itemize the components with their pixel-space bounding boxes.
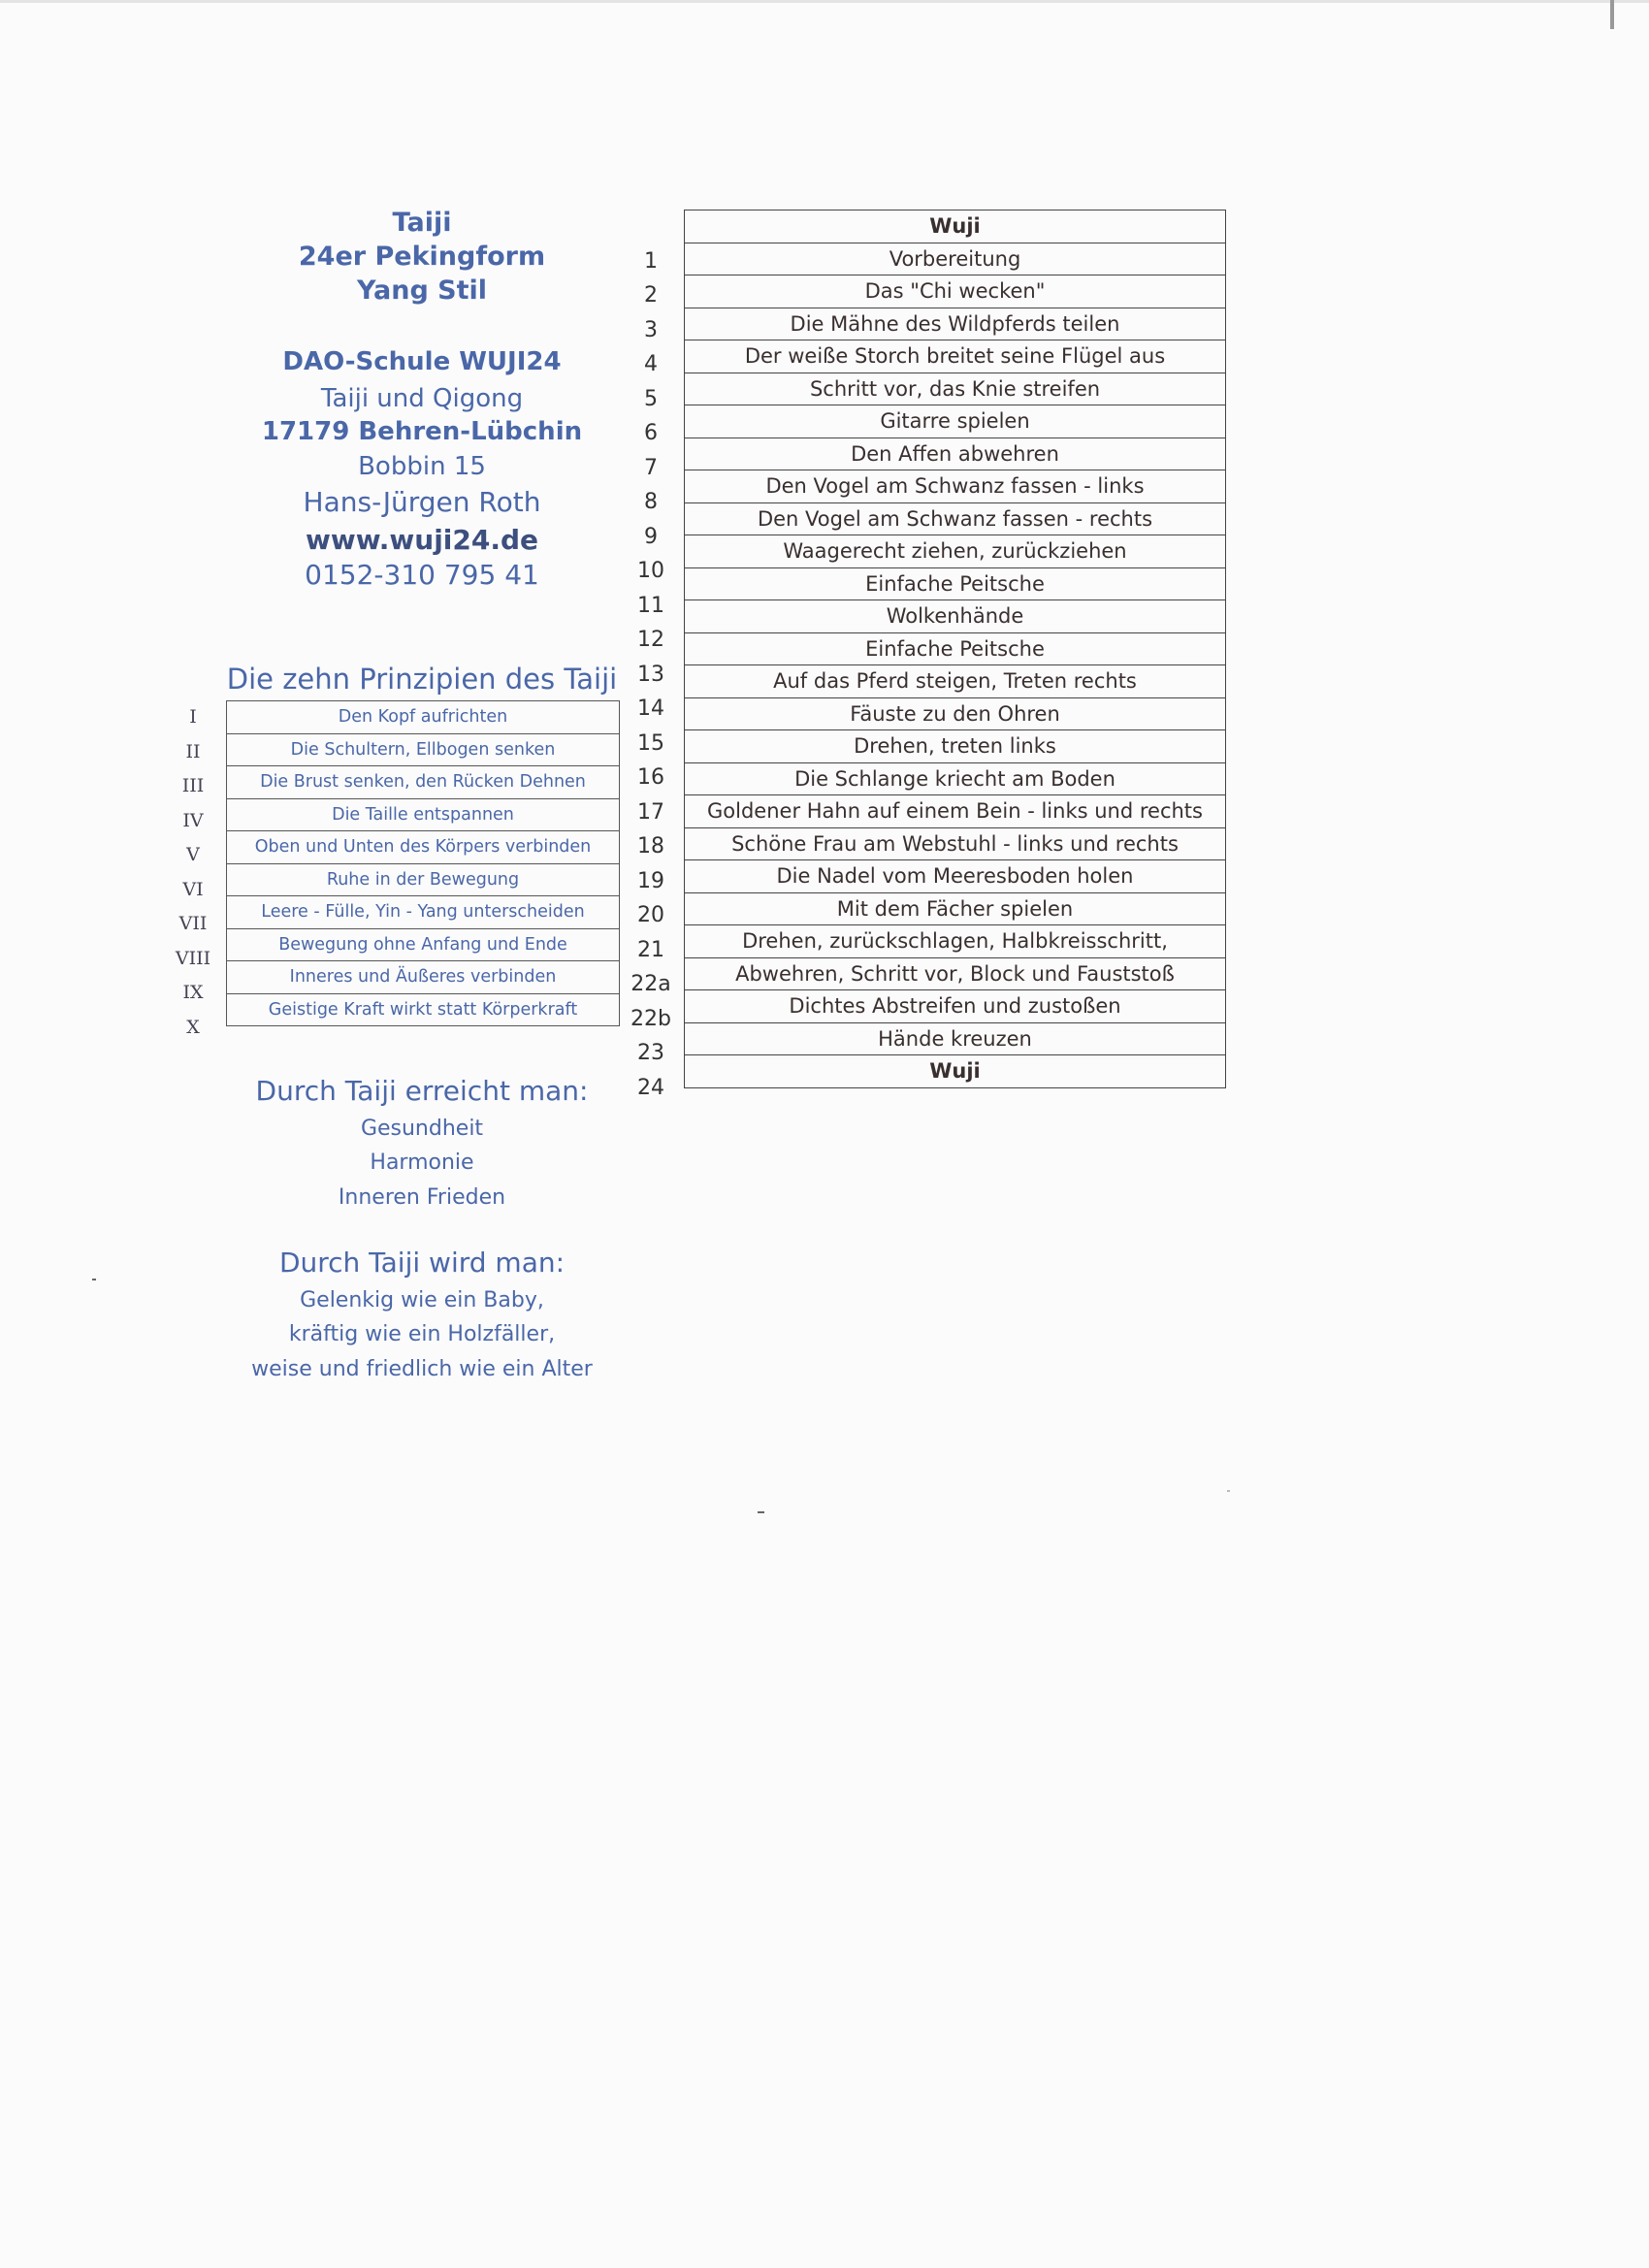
movement-number: 16 — [637, 765, 664, 790]
movement-text: Das "Chi wecken" — [685, 275, 1226, 308]
principle-numeral: VI — [182, 878, 204, 900]
table-row — [227, 863, 620, 896]
principle-text: Die Brust senken, den Rücken Dehnen — [227, 766, 620, 799]
movement-text: Fäuste zu den Ohren — [685, 697, 1226, 730]
table-row — [227, 928, 620, 961]
table-row — [685, 243, 1226, 275]
movement-number: 6 — [644, 421, 658, 445]
movement-text: Dichtes Abstreifen und zustoßen — [685, 990, 1226, 1023]
table-row — [227, 798, 620, 831]
table-row — [227, 733, 620, 766]
table-row — [685, 827, 1226, 860]
movement-number: 5 — [644, 386, 658, 411]
table-row — [685, 567, 1226, 600]
table-row — [685, 405, 1226, 438]
principle-text: Den Kopf aufrichten — [227, 701, 620, 734]
principle-text: Bewegung ohne Anfang und Ende — [227, 928, 620, 961]
principle-text: Geistige Kraft wirkt statt Körperkraft — [227, 993, 620, 1026]
movement-text: Abwehren, Schritt vor, Block und Fauststoß — [685, 957, 1226, 990]
principle-numeral: IX — [182, 982, 204, 1003]
movement-text: Einfache Peitsche — [685, 567, 1226, 600]
title-taiji: Taiji — [392, 208, 452, 238]
table-row — [685, 892, 1226, 925]
movement-text: Auf das Pferd steigen, Treten rechts — [685, 665, 1226, 698]
movement-number: 12 — [637, 628, 664, 652]
principle-numeral: I — [189, 706, 197, 728]
table-row — [685, 632, 1226, 665]
movement-text: Schöne Frau am Webstuhl - links und rechts — [685, 827, 1226, 860]
address-street: Bobbin 15 — [358, 452, 486, 481]
movement-text: Wuji — [685, 1055, 1226, 1088]
becomes-item: Gelenkig wie ein Baby, — [300, 1288, 544, 1312]
principles-numerals — [155, 700, 231, 1045]
principle-text: Inneres und Äußeres verbinden — [227, 961, 620, 994]
movement-text: Einfache Peitsche — [685, 632, 1226, 665]
movement-text: Den Affen abwehren — [685, 437, 1226, 470]
table-row — [227, 766, 620, 799]
table-row — [685, 762, 1226, 795]
movement-number: 1 — [644, 248, 658, 274]
title-form: 24er Pekingform — [298, 242, 546, 272]
school-name: DAO-Schule WUJI24 — [282, 347, 562, 376]
movement-text: Wolkenhände — [685, 600, 1226, 633]
movements-table — [684, 210, 1226, 1088]
principle-text: Leere - Fülle, Yin - Yang unterscheiden — [227, 896, 620, 929]
scan-top-edge — [0, 0, 1649, 3]
title-style: Yang Stil — [356, 275, 488, 306]
movement-number: 4 — [644, 352, 658, 376]
table-row — [685, 373, 1226, 405]
movement-text: Goldener Hahn auf einem Bein - links und rechts — [685, 795, 1226, 828]
table-row — [685, 470, 1226, 503]
table-row — [685, 957, 1226, 990]
movement-text: Gitarre spielen — [685, 405, 1226, 438]
principle-numeral: III — [181, 775, 205, 796]
table-row — [685, 340, 1226, 373]
principles-heading: Die zehn Prinzipien des Taiji — [226, 663, 618, 696]
movement-text: Waagerecht ziehen, zurückziehen — [685, 535, 1226, 568]
principle-text: Ruhe in der Bewegung — [227, 863, 620, 896]
movement-number: 7 — [644, 455, 658, 480]
movement-text: Der weiße Storch breitet seine Flügel aus — [685, 340, 1226, 373]
becomes-item: weise und friedlich wie ein Alter — [251, 1357, 593, 1381]
table-row — [227, 993, 620, 1026]
table-row — [227, 896, 620, 929]
movement-text: Hände kreuzen — [685, 1022, 1226, 1055]
table-row — [685, 795, 1226, 828]
table-row — [227, 701, 620, 734]
movement-number: 19 — [637, 868, 664, 893]
website-link[interactable]: www.wuji24.de — [305, 524, 539, 556]
principle-text: Die Schultern, Ellbogen senken — [227, 733, 620, 766]
benefits-block — [165, 1075, 679, 1220]
table-row — [685, 860, 1226, 893]
principle-numeral: VII — [178, 913, 208, 934]
movement-number: 22b — [630, 1006, 671, 1031]
movement-number: 21 — [637, 937, 664, 962]
movement-text: Drehen, zurückschlagen, Halbkreisschritt, — [685, 925, 1226, 958]
movement-number: 10 — [637, 559, 664, 583]
benefit-item: Gesundheit — [360, 1117, 484, 1141]
movement-number: 22a — [630, 972, 671, 996]
table-row — [685, 990, 1226, 1023]
movement-text: Vorbereitung — [685, 243, 1226, 275]
principle-text: Oben und Unten des Körpers verbinden — [227, 831, 620, 864]
phone-number: 0152-310 795 41 — [305, 559, 539, 591]
movement-number: 8 — [644, 490, 658, 514]
benefit-item: Inneren Frieden — [338, 1185, 506, 1210]
movement-text: Die Nadel vom Meeresboden holen — [685, 860, 1226, 893]
benefit-item: Harmonie — [370, 1150, 474, 1175]
movement-number: 18 — [637, 834, 664, 859]
table-row — [227, 961, 620, 994]
table-row — [685, 1055, 1226, 1088]
principle-numeral: X — [186, 1016, 200, 1038]
table-row — [685, 665, 1226, 698]
table-row — [685, 925, 1226, 958]
movement-text: Den Vogel am Schwanz fassen - links — [685, 470, 1226, 503]
movement-number: 9 — [644, 524, 658, 549]
table-row — [685, 211, 1226, 243]
address-city: 17179 Behren-Lübchin — [261, 417, 583, 446]
school-subtitle: Taiji und Qigong — [320, 384, 524, 413]
table-row — [685, 600, 1226, 633]
table-row — [685, 697, 1226, 730]
table-row — [685, 275, 1226, 308]
scan-edge-mark — [1610, 0, 1614, 29]
contact-name: Hans-Jürgen Roth — [303, 486, 541, 518]
table-row — [685, 502, 1226, 535]
movement-number: 23 — [637, 1041, 664, 1065]
movement-text: Die Mähne des Wildpferds teilen — [685, 308, 1226, 340]
movement-text: Schritt vor, das Knie streifen — [685, 373, 1226, 405]
principles-table — [226, 700, 620, 1026]
movement-text: Drehen, treten links — [685, 730, 1226, 763]
movement-number: 17 — [637, 799, 664, 825]
becomes-block — [165, 1247, 679, 1392]
scan-speck — [1227, 1490, 1230, 1492]
table-row — [685, 730, 1226, 763]
movement-text: Mit dem Fächer spielen — [685, 892, 1226, 925]
scan-speck — [758, 1511, 764, 1513]
movement-number: 3 — [644, 317, 658, 342]
movement-text: Wuji — [685, 211, 1226, 243]
movement-number: 14 — [637, 697, 664, 721]
becomes-heading: Durch Taiji wird man: — [278, 1247, 566, 1279]
movement-text: Die Schlange kriecht am Boden — [685, 762, 1226, 795]
principle-numeral: V — [186, 844, 200, 865]
movement-number: 15 — [637, 730, 664, 756]
principle-numeral: IV — [182, 809, 204, 831]
table-row — [685, 308, 1226, 340]
scan-speck — [92, 1279, 96, 1280]
table-row — [685, 1022, 1226, 1055]
title-block — [165, 204, 679, 320]
movement-number: 20 — [637, 903, 664, 927]
becomes-item: kräftig wie ein Holzfäller, — [288, 1322, 556, 1346]
benefits-heading: Durch Taiji erreicht man: — [255, 1075, 589, 1107]
movement-number: 11 — [637, 593, 664, 618]
table-row — [685, 437, 1226, 470]
table-row — [685, 535, 1226, 568]
principle-numeral: II — [185, 740, 201, 762]
movement-number: 2 — [644, 283, 658, 308]
movement-number: 24 — [637, 1075, 664, 1100]
principle-numeral: VIII — [175, 947, 211, 969]
principle-text: Die Taille entspannen — [227, 798, 620, 831]
movement-number: 13 — [637, 662, 664, 687]
table-row — [227, 831, 620, 864]
movement-text: Den Vogel am Schwanz fassen - rechts — [685, 502, 1226, 535]
contact-block — [165, 344, 679, 597]
